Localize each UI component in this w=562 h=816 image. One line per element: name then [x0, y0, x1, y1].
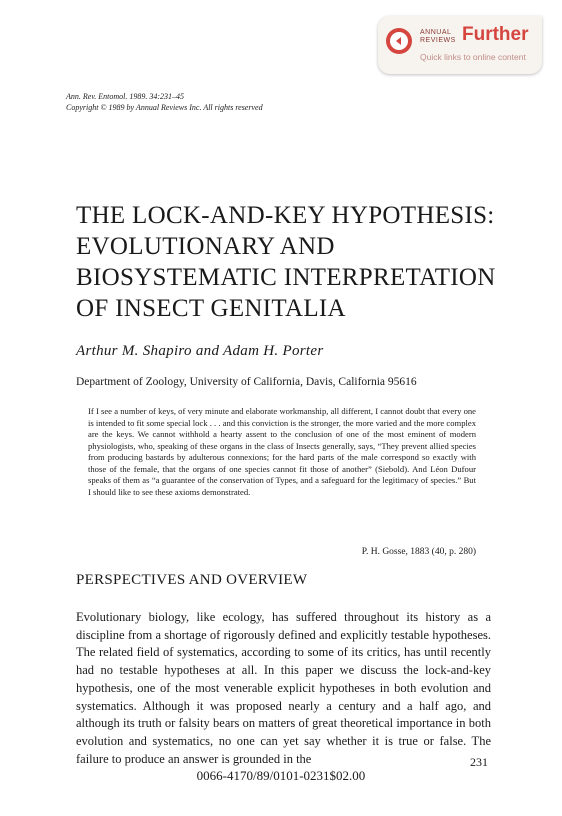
journal-citation: Ann. Rev. Entomol. 1989. 34:231–45 — [66, 92, 185, 101]
title-line: THE LOCK-AND-KEY HYPOTHESIS: — [76, 202, 495, 229]
further-badge[interactable] — [378, 16, 542, 74]
authors: Arthur M. Shapiro and Adam H. Porter — [76, 343, 324, 359]
badge-annual-line: ANNUAL — [420, 29, 452, 36]
title-line: EVOLUTIONARY AND — [76, 233, 335, 260]
title-line: OF INSECT GENITALIA — [76, 295, 346, 322]
journal-copyright: Copyright © 1989 by Annual Reviews Inc. All rights reserved — [66, 103, 263, 112]
body-paragraph: Evolutionary biology, like ecology, has suffered throughout its history as a discipline from a shortage of rigorously defined and explicitly testable hypotheses. The related field of systematics, according to some of its critics, has until recently had no testable hypotheses at all. In this paper we discuss the lock-and-key hypothesis, one of the most venerable explicit hypotheses in both evolution and systematics. Although it was proposed nearly a century and a half ago, and although its truth or falsity bears on matters of great theoretical importance in both evolution and systematics, no one can yet say whether it is true or false. The failure to produce an answer is grounded in the — [76, 610, 491, 766]
section-heading: PERSPECTIVES AND OVERVIEW — [76, 572, 308, 588]
badge-quick-links: Quick links to online content — [420, 52, 526, 62]
epigraph-text: If I see a number of keys, of very minute and elaborate workmanship, all different, I cannot doubt that every one is intended to fit some special lock . . . and this conviction is the stronger, the more varied and the more complex are the keys. We cannot withhold a hearty assent to the conclusion of one of the most eminent of modern physiologists, who, speaking of these organs in the class of Insects generally, says, “They prevent allied species from producing bastards by adulterous connexions; for the hard parts of the male correspond so exactly with those of the female, that the organs of one species cannot fit those of another” (Siebold). And Léon Dufour speaks of them as “a guarantee of the conservation of Types, and a safeguard for the legitimacy of species.” But I should like to see these axioms demonstrated. — [88, 406, 476, 497]
badge-annual-reviews — [420, 29, 456, 45]
copyright-code: 0066-4170/89/0101-0231$02.00 — [196, 768, 366, 783]
title-line: BIOSYSTEMATIC INTERPRETATION — [76, 264, 496, 291]
affiliation: Department of Zoology, University of California, Davis, California 95616 — [76, 376, 417, 388]
epigraph-citation: P. H. Gosse, 1883 (40, p. 280) — [361, 547, 476, 557]
badge-further-label: Further — [462, 24, 529, 45]
badge-reviews-line: REVIEWS — [420, 37, 456, 44]
play-back-icon — [386, 28, 412, 54]
article-title — [76, 200, 516, 324]
journal-reference — [66, 91, 263, 113]
page-number: 231 — [470, 755, 488, 769]
